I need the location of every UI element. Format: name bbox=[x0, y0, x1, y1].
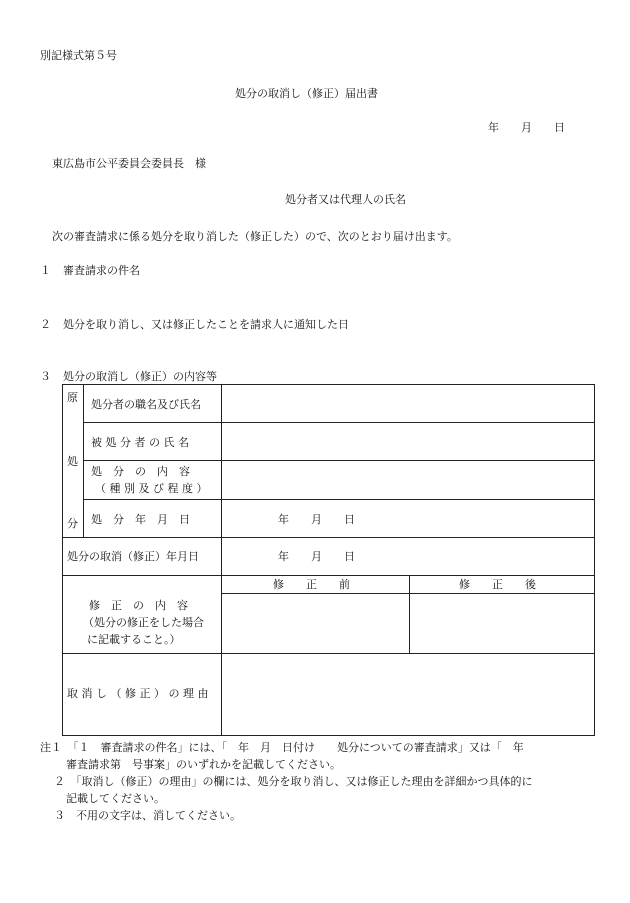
correction-note-line-2: に記載すること。） bbox=[87, 633, 181, 646]
subject-name-label: 被 処 分 者 の 氏 名 bbox=[91, 436, 189, 449]
note-2-continued: 記載してください。 bbox=[66, 792, 165, 805]
addressee: 東広島市公平委員会委員長 様 bbox=[52, 157, 206, 170]
date-line: 年 月 日 bbox=[488, 121, 565, 134]
cancellation-date-label: 処分の取消（修正）年月日 bbox=[67, 550, 199, 563]
item-3-number: ３ bbox=[40, 370, 51, 383]
disposer-title-name-label: 処分者の職名及び氏名 bbox=[91, 398, 201, 411]
item-1-number: １ bbox=[40, 264, 51, 277]
note-3: ３ 不用の文字は、消してください。 bbox=[54, 809, 241, 822]
item-2-number: ２ bbox=[40, 318, 51, 331]
reason-label: 取 消 し （ 修 正 ） の 理 由 bbox=[67, 687, 209, 700]
intro-text: 次の審査請求に係る処分を取り消した（修正した）ので、次のとおり届け出ます。 bbox=[52, 230, 458, 243]
item-3 bbox=[40, 370, 217, 384]
correction-before-header: 修 正 前 bbox=[273, 578, 350, 591]
item-2-label: 処分を取り消し、又は修正したことを請求人に通知した日 bbox=[63, 318, 349, 331]
item-1-label: 審査請求の件名 bbox=[63, 264, 140, 277]
item-1 bbox=[40, 264, 140, 278]
reporter-name-label: 処分者又は代理人の氏名 bbox=[285, 193, 406, 206]
disposal-date-label: 処 分 年 月 日 bbox=[91, 513, 190, 526]
document-title: 処分の取消し（修正）届出書 bbox=[235, 87, 378, 100]
item-2 bbox=[40, 318, 349, 332]
form-number: 別記様式第５号 bbox=[40, 49, 117, 62]
original-char-3: 分 bbox=[67, 517, 78, 530]
disposal-type-degree-label: （ 種 別 及 び 程 度 ） bbox=[95, 482, 208, 495]
note-2: ２ 「取消し（修正）の理由」の欄には、処分を取り消し、又は修正した理由を詳細かつ具体的に bbox=[54, 775, 533, 788]
disposal-details-table bbox=[62, 384, 595, 736]
correction-content-label: 修 正 の 内 容 bbox=[89, 599, 188, 612]
item-3-label: 処分の取消し（修正）の内容等 bbox=[63, 370, 217, 383]
disposal-content-label: 処 分 の 内 容 bbox=[91, 465, 190, 478]
correction-after-header: 修 正 後 bbox=[459, 578, 536, 591]
correction-note-line-1: （処分の修正をした場合 bbox=[83, 616, 204, 629]
cancellation-date-value: 年 月 日 bbox=[278, 550, 355, 563]
original-char-1: 原 bbox=[67, 391, 78, 404]
note-1: 注１ 「１ 審査請求の件名」には、「 年 月 日付け 処分についての審査請求」又は「 年 bbox=[40, 741, 524, 754]
original-char-2: 処 bbox=[67, 455, 78, 468]
disposal-date-value: 年 月 日 bbox=[278, 513, 355, 526]
note-1-continued: 審査請求第 号事案」のいずれかを記載してください。 bbox=[66, 758, 341, 771]
